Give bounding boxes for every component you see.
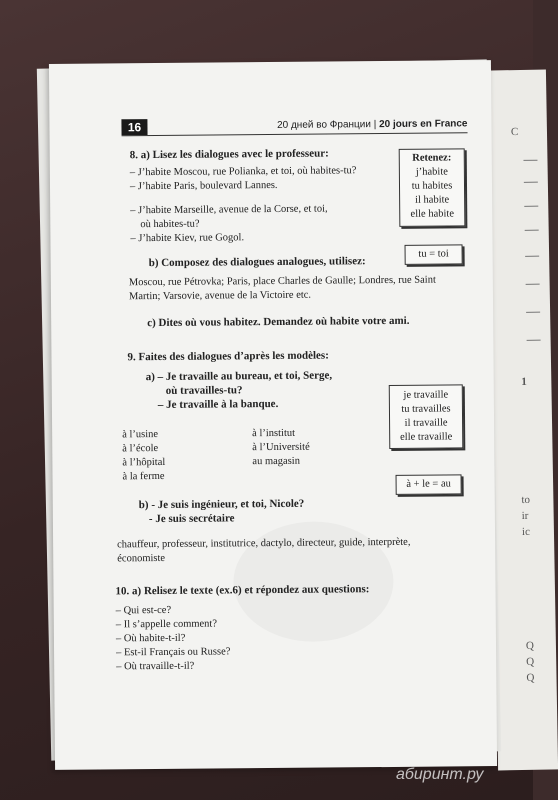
adjacent-page-rule [526,312,540,313]
travaille-line: il travaille [404,417,448,429]
adjacent-page-glyph: to [521,493,531,507]
adjacent-page-rule [527,340,541,341]
adjacent-page-glyph: ic [521,525,531,539]
dialogue-line: – J’habite Moscou, rue Polianka, et toi, où habites-tu? [129,165,357,179]
header-rule [122,132,468,136]
book-page [49,60,497,770]
dialogue-line: – J’habite Kiev, rue Gogol. [130,232,245,245]
retenez-box [399,148,466,227]
ex8-b-text-line: Martin; Varsovie, avenue de la Victoire etc. [128,289,312,303]
place-item: à l’institut [252,427,296,440]
adjacent-page-rule [526,284,540,285]
travaille-line: je travaille [403,389,449,401]
question-item: – Où travaille-t-il? [116,660,195,673]
place-item: à l’usine [122,429,159,441]
adjacent-page-rule [523,160,537,161]
question-item: – Il s’appelle comment? [115,618,218,631]
question-item: – Qui est-ce? [115,604,172,617]
travaille-box [389,384,464,449]
adjacent-page-glyph: 1 [521,375,527,389]
place-item: à la ferme [122,470,165,483]
ex8-c-heading: c) Dites où vous habitez. Demandez où habite votre ami. [147,314,410,330]
retenez-line: il habite [415,194,450,206]
ex9-model-a-line: a) – Je travaille au bureau, et toi, Serge, [145,369,333,384]
dialogue-line: – J’habite Paris, boulevard Lannes. [129,179,278,193]
jobs-line: économiste [117,552,166,565]
adjacent-page-rule [524,206,538,207]
ex8-b-heading: b) Composez des dialogues analogues, utilisez: [148,255,366,270]
adjacent-page-glyph: Q [526,671,535,684]
adjacent-page-glyph: C [510,126,519,139]
place-item: au magasin [252,455,300,468]
adjacent-page-rule [525,256,539,257]
running-header-ru: 20 дней во Франции [277,119,371,131]
retenez-line: j’habite [415,166,448,178]
question-item: – Est-il Français ou Russe? [116,646,231,659]
ex9-heading: 9. Faites des dialogues d’après les modèles: [127,349,329,364]
adjacent-page-glyph: Q [525,639,535,652]
faded-illustration [233,521,394,642]
running-header-separator: | [373,119,377,131]
retenez-line: tu habites [411,180,453,192]
ex10-heading: 10. a) Relisez le texte (ex.6) et répondez aux questions: [115,583,370,598]
retenez-title: Retenez: [412,152,452,164]
jobs-line: chauffeur, professeur, institutrice, dactylo, directeur, guide, interprète, [117,536,411,551]
place-item: à l’école [122,443,159,455]
dialogue-line: – J’habite Marseille, avenue de la Corse, et toi, [130,203,328,217]
adjacent-page-rule [524,182,538,183]
watermark: абиринт.ру [396,766,484,783]
page-number: 16 [121,119,147,135]
travaille-line: elle travaille [400,431,453,443]
dialogue-line: où habites-tu? [140,218,200,231]
question-item: – Où habite-t-il? [115,632,186,645]
retenez-line: elle habite [410,208,455,220]
ex9-model-b-line: b) - Je suis ingénieur, et toi, Nicole? [138,497,305,512]
travaille-line: tu travailles [401,403,451,415]
ex9-model-b-line: - Je suis secrétaire [148,512,235,526]
place-item: à l’Université [252,441,310,454]
ex9-model-a-line: – Je travaille à la banque. [157,397,279,412]
ex9-model-a-line: où travailles-tu? [165,384,243,397]
place-item: à l’hôpital [122,456,166,469]
ex8-b-text-line: Moscou, rue Pétrovka; Paris, place Charles de Gaulle; Londres, rue Saint [128,274,436,289]
ex8-a-heading: 8. a) Lisez les dialogues avec le professeur: [129,147,329,162]
adjacent-page-glyph: ir [521,509,529,523]
running-header [277,118,468,131]
adjacent-page-glyph: Q [526,655,535,668]
adjacent-page-rule [525,230,539,231]
running-header-fr: 20 jours en France [379,118,468,131]
a-le-au-box: à + le = au [396,474,462,495]
tu-toi-box: tu = toi [405,244,463,265]
